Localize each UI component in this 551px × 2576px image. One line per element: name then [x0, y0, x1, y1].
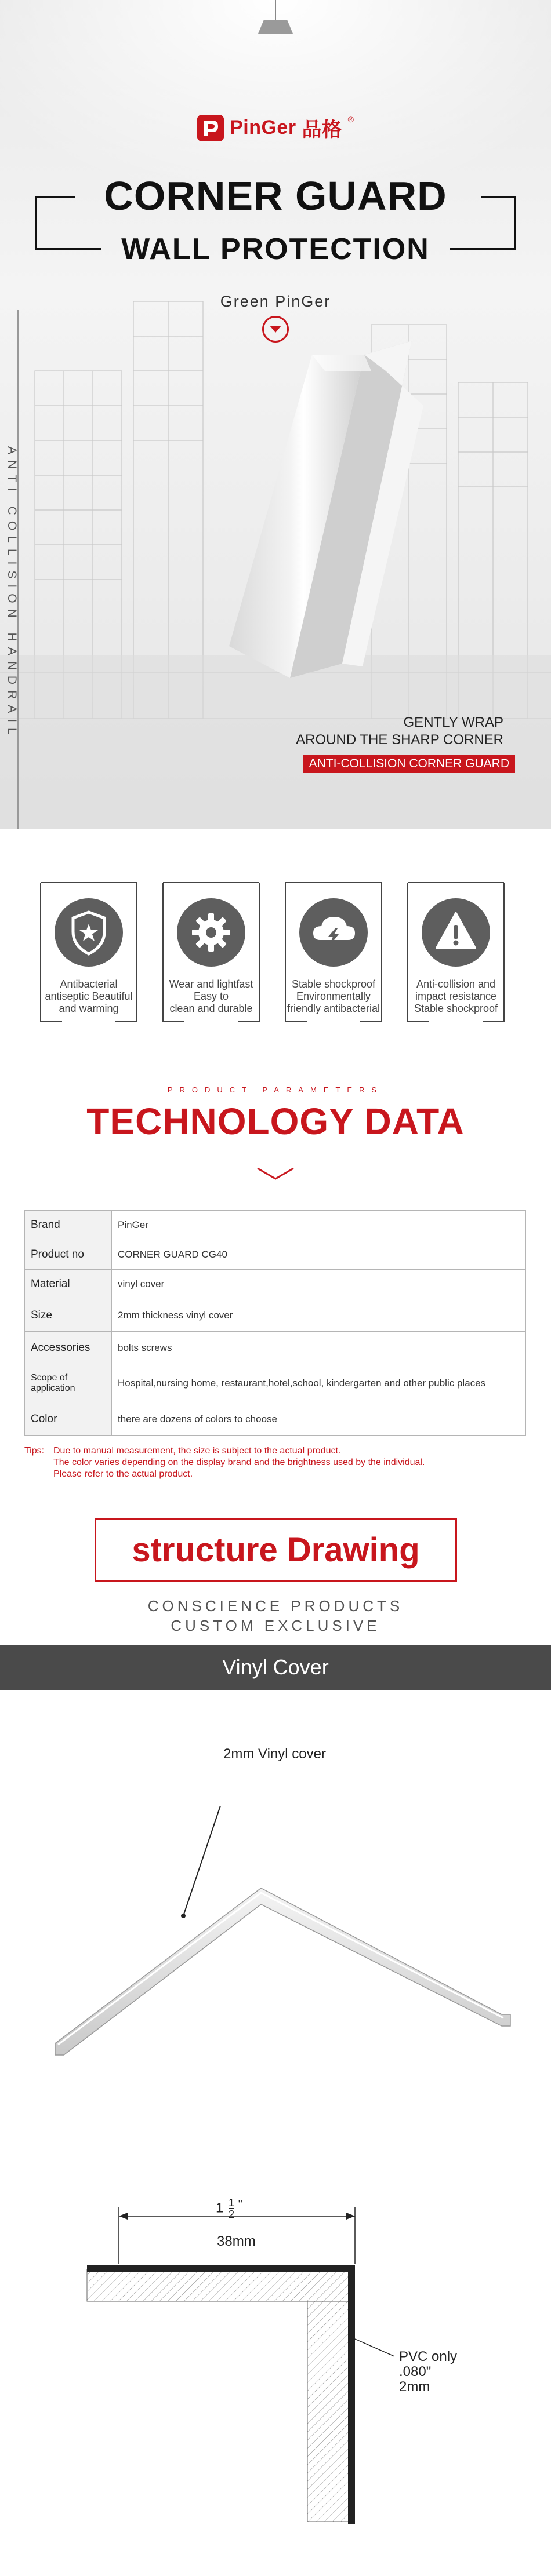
- feature-label-line: Environmentally: [296, 990, 371, 1002]
- vinyl-callout-label: 2mm Vinyl cover: [223, 1746, 326, 1762]
- structure-title-box: [95, 1518, 457, 1582]
- dimension-label: [216, 2198, 242, 2220]
- feature-label-line: Easy to: [193, 990, 229, 1002]
- tips-line: The color varies depending on the display brand and the brightness used by the individual.: [53, 1458, 425, 1467]
- gear-icon: [177, 898, 245, 967]
- dim-whole: 1: [216, 2200, 224, 2216]
- feature-label-line: clean and durable: [169, 1003, 253, 1014]
- table-row: [25, 1364, 526, 1402]
- brand-name: PinGer: [230, 116, 296, 139]
- feature-label-line: Stable shockproof: [291, 978, 376, 990]
- down-arrow-icon: [262, 316, 289, 343]
- warning-triangle-icon: [422, 898, 490, 967]
- spec-value: Hospital,nursing home, restaurant,hotel,school, kindergarten and other public places: [112, 1364, 526, 1402]
- dim-den: 2: [229, 2209, 235, 2220]
- spec-value: there are dozens of colors to choose: [112, 1402, 526, 1436]
- table-row: [25, 1332, 526, 1364]
- feature-card: [161, 881, 261, 1023]
- parameters-label: PRODUCT PARAMETERS: [167, 1085, 384, 1094]
- spec-key: Color: [25, 1402, 112, 1436]
- corner-guard-photo: [229, 341, 423, 678]
- conscience-text: [0, 1596, 551, 1635]
- tips-line: Due to manual measurement, the size is subject to the actual product.: [53, 1446, 341, 1456]
- chevron-down-icon: [255, 1165, 296, 1182]
- table-row: [25, 1270, 526, 1299]
- feature-label-line: Antibacterial: [60, 978, 118, 990]
- spec-value: bolts screws: [112, 1332, 526, 1364]
- tagline-line2: AROUND THE SHARP CORNER: [296, 732, 503, 748]
- hero-title: CORNER GUARD: [104, 173, 447, 218]
- spec-value: vinyl cover: [112, 1270, 526, 1299]
- dim-fraction: [229, 2198, 234, 2220]
- feature-label: [161, 978, 261, 1015]
- pvc-line2: .080": [399, 2364, 432, 2380]
- brand-name-cn: 品格: [302, 119, 342, 141]
- tech-title: TECHNOLOGY DATA: [86, 1101, 465, 1142]
- spec-key: Material: [25, 1270, 112, 1299]
- feature-card: [406, 881, 506, 1023]
- spec-key: Size: [25, 1299, 112, 1332]
- table-row: [25, 1211, 526, 1240]
- spec-table: [24, 1210, 526, 1436]
- tips-note: [24, 1445, 523, 1480]
- spec-key: Product no: [25, 1240, 112, 1270]
- spec-value: PinGer: [112, 1211, 526, 1240]
- hero-banner: [0, 0, 551, 829]
- conscience-line2: CUSTOM EXCLUSIVE: [171, 1617, 380, 1634]
- feature-label-line: Stable shockproof: [414, 1003, 498, 1014]
- spec-value: CORNER GUARD CG40: [112, 1240, 526, 1270]
- hero-tagline: [296, 714, 503, 749]
- hero-badge: ANTI-COLLISION CORNER GUARD: [303, 755, 515, 773]
- pvc-line3: 2mm: [399, 2379, 430, 2395]
- feature-label-line: impact resistance: [415, 990, 497, 1002]
- feature-label: [39, 978, 139, 1015]
- table-row: [25, 1299, 526, 1332]
- side-vertical-text: ANTI COLLISION HANDRAIL: [5, 446, 19, 741]
- spec-key: Brand: [25, 1211, 112, 1240]
- spec-value: 2mm thickness vinyl cover: [112, 1299, 526, 1332]
- vinyl-band-label: Vinyl Cover: [222, 1655, 329, 1679]
- trademark: ®: [347, 115, 354, 124]
- brand-logo: [0, 114, 551, 142]
- table-row: [25, 1240, 526, 1270]
- feature-label-line: friendly antibacterial: [287, 1003, 380, 1014]
- table-row: [25, 1402, 526, 1436]
- feature-card: [284, 881, 383, 1023]
- logo-mark-icon: [197, 115, 224, 141]
- feature-grid: [0, 881, 551, 1026]
- spec-key: Accessories: [25, 1332, 112, 1364]
- feature-label-line: antiseptic Beautiful: [45, 990, 133, 1002]
- pvc-line1: PVC only: [399, 2349, 458, 2364]
- cloud-lightning-icon: [299, 898, 368, 967]
- conscience-line1: CONSCIENCE PRODUCTS: [147, 1597, 404, 1615]
- tips-label: Tips:: [24, 1446, 45, 1456]
- feature-card: [39, 881, 139, 1023]
- callout-line: [183, 1806, 220, 1916]
- spec-key: Scope of application: [25, 1364, 112, 1402]
- callout-dot: [181, 1914, 186, 1918]
- feature-label-line: Anti-collision and: [416, 978, 496, 990]
- feature-label: [406, 978, 506, 1015]
- tips-line: Please refer to the actual product.: [53, 1469, 193, 1479]
- dim-num: 1: [229, 2197, 235, 2209]
- pvc-label: [399, 2349, 457, 2395]
- hero-subtitle: Green PinGer: [220, 293, 331, 310]
- dimension-mm: 38mm: [217, 2233, 256, 2249]
- vinyl-cover-band: [0, 1645, 551, 1690]
- structure-drawing: [0, 1690, 551, 2576]
- hero-title-line2: WALL PROTECTION: [121, 232, 430, 266]
- feature-label: [284, 978, 383, 1015]
- tips-body: [53, 1445, 523, 1480]
- tagline-line1: GENTLY WRAP: [403, 715, 503, 730]
- shield-star-icon: [55, 898, 123, 967]
- structure-title: structure Drawing: [132, 1531, 420, 1569]
- dim-inch: ": [238, 2198, 242, 2211]
- cross-section: [87, 2207, 394, 2524]
- vinyl-cover-profile: [55, 1888, 510, 2055]
- feature-label-line: Wear and lightfast: [169, 978, 253, 990]
- feature-label-line: and warming: [59, 1003, 119, 1014]
